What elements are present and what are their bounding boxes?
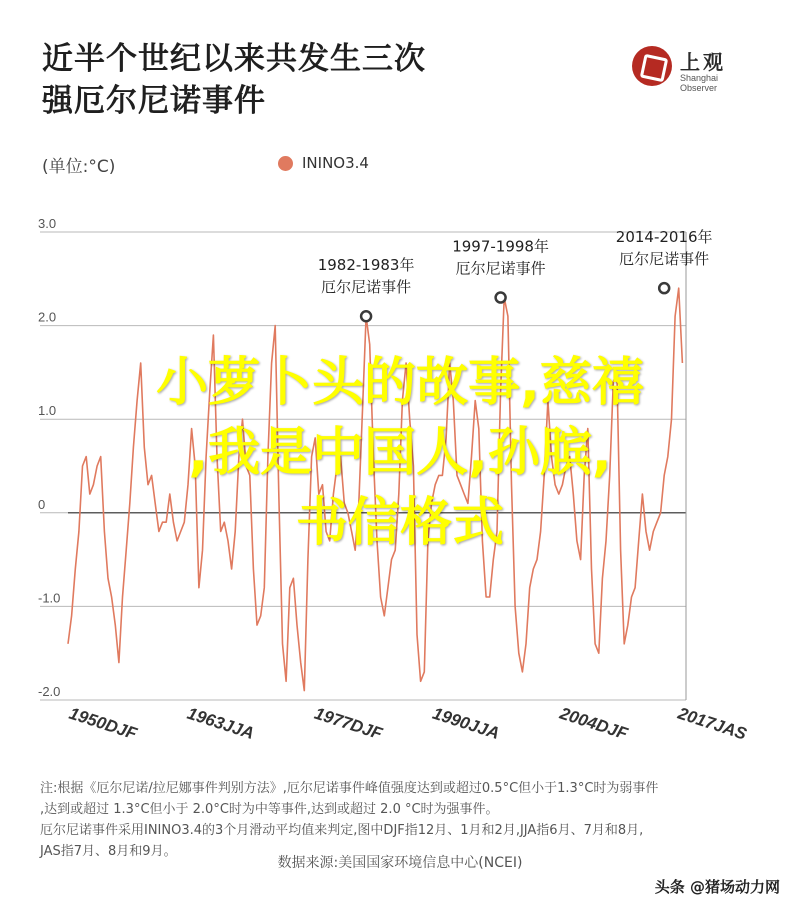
overlay-line-1: 小萝卜头的故事,慈禧 — [156, 353, 644, 413]
logo-en-text: Shanghai Observer — [680, 73, 719, 93]
series-line-inino34 — [68, 288, 682, 690]
overlay-line-2: ,我是中国人,孙膑, — [188, 423, 612, 483]
event-label-name: 厄尔尼诺事件 — [619, 250, 710, 269]
event-peak-marker — [659, 283, 669, 293]
title-line-2: 强厄尔尼诺事件 — [42, 83, 266, 119]
footnote-line-1: 注:根据《厄尔尼诺/拉尼娜事件判别方法》,厄尔尼诺事件峰值强度达到或超过0.5°C但小于1.3°C时为弱事件 — [40, 781, 659, 796]
y-tick-label: 2.0 — [38, 309, 57, 325]
x-tick-label: 1963JJA — [184, 703, 257, 744]
event-label-years: 1982-1983年 — [317, 256, 415, 275]
footnote-line-4: JAS指7月、8月和9月。 — [40, 844, 177, 859]
data-source: 数据来源:美国国家环境信息中心(NCEI) — [277, 855, 523, 871]
y-tick-label: 3.0 — [38, 216, 57, 231]
x-tick-label: 1990JJA — [430, 703, 502, 744]
event-peak-marker — [496, 293, 506, 303]
event-label-name: 厄尔尼诺事件 — [455, 259, 546, 278]
event-peak-marker — [361, 311, 371, 321]
x-tick-label: 2004DJF — [557, 703, 630, 744]
x-tick-label: 2017JAS — [675, 703, 749, 744]
footnote-line-3: 厄尔尼诺事件采用ININO3.4的3个月滑动平均值来判定,图中DJF指12月、1月和2月,JJA指6月、7月和8月, — [40, 823, 644, 838]
footnote — [40, 778, 760, 862]
unit-label: (单位:°C) — [42, 157, 116, 177]
overlay-line-3: 书信格式 — [295, 493, 504, 553]
watermark-text: 头条 @猪场动力网 — [654, 878, 780, 896]
footnote-line-2: ,达到或超过 1.3°C但小于 2.0°C时为中等事件,达到或超过 2.0 °C时为强事件。 — [40, 802, 499, 817]
y-tick-label: 0 — [38, 496, 46, 512]
legend-label: ININO3.4 — [302, 154, 369, 172]
y-tick-label: -1.0 — [38, 590, 61, 606]
x-tick-label: 1950DJF — [66, 703, 140, 744]
x-tick-label: 1977DJF — [312, 703, 385, 744]
event-label-years: 1997-1998年 — [452, 237, 549, 256]
event-label-name: 厄尔尼诺事件 — [321, 278, 412, 297]
logo-cn-text: 上观 — [680, 50, 726, 74]
title-line-1: 近半个世纪以来共发生三次 — [42, 41, 426, 77]
event-label-years: 2014-2016年 — [615, 228, 713, 247]
y-tick-label: 1.0 — [38, 403, 57, 419]
y-tick-label: -2.0 — [38, 684, 61, 699]
